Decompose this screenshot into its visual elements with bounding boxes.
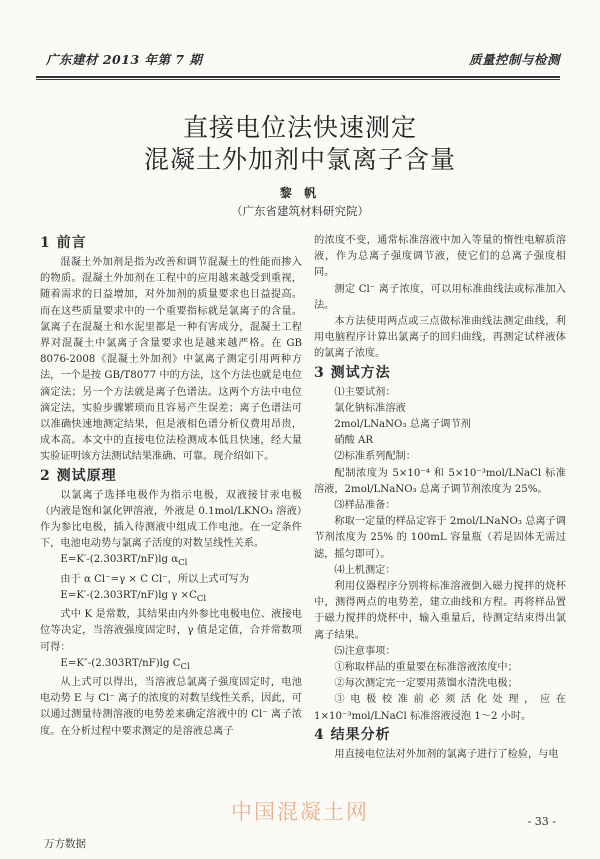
watermark-text: 中国混凝土网 <box>231 800 369 824</box>
equation-3-subscript: Cl <box>196 593 207 604</box>
header-rule-thick <box>36 76 560 78</box>
note-item: ③电极校准前必须活化处理，应在 1×10⁻³mol/LNaCl 标准溶液浸泡 1～2 小时。 <box>314 694 566 722</box>
principle-continuation: 的浓度不变，通常标准溶液中加入等量的惰性电解质溶液，作为总离子强度调节液，使它们的总离子强度相同。 <box>314 235 566 279</box>
article-title-line1: 直接电位法快速测定 <box>182 113 417 142</box>
equation-4: E=K″-(2.303RT/nF)lg $C_{Cl}$ <box>60 657 190 672</box>
section-heading-principle: 2 测试原理 <box>40 467 117 484</box>
journal-issue: 广东建材 2013 年第 7 期 <box>46 52 203 67</box>
measurement-text: 利用仪器程序分别将标准溶液倒入磁力搅拌的烧杯中，测得两点的电势差，建立曲线和方程。再将样品置于磁力搅拌的烧杯中，输入重量后，待测定结束得出氯离子结果。 <box>314 581 566 641</box>
right-column <box>314 233 566 763</box>
sample-prep-text: 称取一定量的样品定容于 2mol/LNaNO₃ 总离子调节剂浓度为 25% 的 100mL 容量瓶（若是固体无需过滤，摇匀即可）。 <box>314 516 566 560</box>
principle-paragraph-3: 从上式可以得出，当溶液总氯离子强度固定时，电池电动势 E 与 Cl⁻ 离子的浓度的对数呈线性关系，因此，可以通过测量待测溶液的电势差来确定溶液中的 Cl⁻ 离子浓度。在分析过程中要求测定的是溶液总离子 <box>40 676 302 737</box>
standards-text: 配制浓度为 5×10⁻⁴ 和 5×10⁻³mol/LNaCl 标准溶液，2mol/LNaNO₃ 总离子调节剂浓度为 25%。 <box>314 467 566 495</box>
method-item-standards: ⑵标准系列配制： <box>334 451 416 463</box>
section-heading-intro: 1 前言 <box>40 235 87 251</box>
left-column <box>40 233 302 740</box>
principle-paragraph-5: 本方法使用两点或三点做标准曲线法测定曲线，利用电脑程序计算出氯离子的回归曲线，再测定试样液体的氯离子浓度。 <box>314 316 566 360</box>
section-heading-method: 3 测试方法 <box>314 364 391 381</box>
article-title-line2: 混凝土外加剂中氯离子含量 <box>143 145 456 174</box>
page-number: - 33 - <box>527 815 556 828</box>
equation-2: 由于 α Cl⁻=γ × C Cl⁻，所以上式可写为 <box>60 573 250 585</box>
note-item: ①称取样品的重量要在标准溶液浓度中； <box>334 662 518 674</box>
principle-paragraph-1: 以氯离子选择电极作为指示电极，双液接甘汞电极（内液是饱和氯化钾溶液，外液是 0.1mol/LKNO₃ 溶液）作为参比电极，插入待测液中组成工作电池。在一定条件下，电池电动势与氯离子活度的对数呈线性关系。 <box>40 489 302 550</box>
principle-paragraph-2: 式中 K 是常数，其结果由内外参比电极电位、液接电位等决定，当溶液强度固定时，γ 值是定值，合并常数项可得： <box>40 609 302 653</box>
running-header <box>36 46 560 72</box>
author-name: 黎 帆 <box>279 186 321 200</box>
reagent-item: 2mol/LNaNO₃ 总离子调节剂 <box>334 419 471 431</box>
header-rule-thin <box>36 79 560 80</box>
equation-1: E=K′-(2.303RT/nF)lg $\alpha_{Cl}$ <box>60 554 188 569</box>
equation-4-subscript: Cl <box>180 661 190 672</box>
equation-3: E=K′-(2.303RT/nF)lg $\gamma \times C_{Cl}$ <box>60 589 207 604</box>
method-item-measurement: ⑷上机测定： <box>334 564 396 576</box>
reagent-item: 硝酸 AR <box>334 435 374 447</box>
principle-paragraph-4: 测定 Cl⁻ 离子浓度，可以用标准曲线法或标准加入法。 <box>314 283 566 311</box>
source-label: 万方数据 <box>44 838 86 850</box>
equation-1-subscript: Cl <box>178 558 188 569</box>
section-category: 质量控制与检测 <box>468 52 560 67</box>
author-affiliation: （广东省建筑材料研究院） <box>231 204 369 218</box>
intro-paragraph: 混凝土外加剂是指为改善和调节混凝土的性能而掺入的物质。混凝土外加剂在工程中的应用越来越受到重视，随着需求的日益增加，对外加剂的质量要求也日益提高。而在这些质量要求中的一个重要指标就是氯离子的含量。氯离子在混凝土和水泥里都是一种有害成分，混凝土工程界对混凝土中氯离子含量要求也是越来越严格。在 GB 8076-2008《混凝土外加剂》中氯离子测定引用两种方法，一个是按 GB/T8077 中的方法，这个方法也就是电位滴定法；另一个方法就是离子色谱法。这两个方法中电位滴定法，实验步骤繁琐而且容易产生误差；离子色谱法可以准确快速地测定结果，但是液相色谱分析仪费用昂贵，成本高。本文中的直接电位法检测成本低且快速，经大量实验证明该方法测试结果准确、可靠。现介绍如下。 <box>40 257 303 463</box>
method-item-notes: ⑸注意事项： <box>334 645 396 657</box>
reagent-item: 氯化钠标准溶液 <box>334 402 406 414</box>
results-paragraph: 用直接电位法对外加剂的氯离子进行了检验，与电 <box>334 748 559 760</box>
section-heading-results: 4 结果分析 <box>314 726 391 743</box>
method-item-reagents: ⑴主要试剂： <box>334 386 396 398</box>
note-item: ②每次测定完一定要用蒸馏水清洗电极； <box>334 678 518 690</box>
method-item-sample-prep: ⑶样品准备： <box>334 500 396 512</box>
